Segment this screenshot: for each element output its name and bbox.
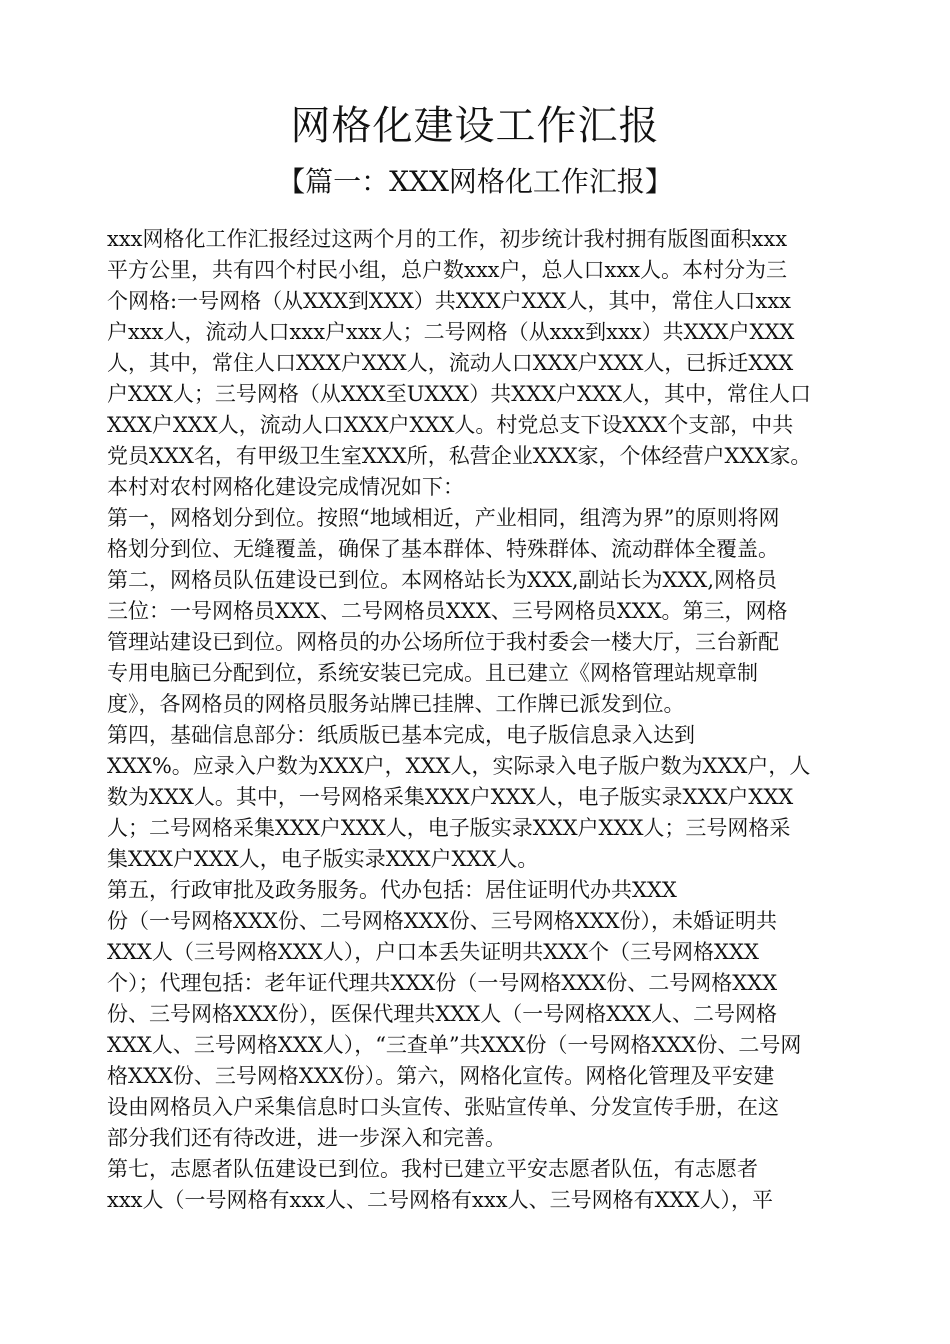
- body-line: 专用电脑已分配到位，系统安装已完成。且已建立《网格管理站规章制: [107, 661, 758, 685]
- document-subtitle: 【篇一：XXX网格化工作汇报】: [277, 165, 673, 198]
- body-line: XXX人、三号网格XXX人），“三查单”共XXX份（一号网格XXX份、二号网: [107, 1033, 802, 1057]
- body-line: 第一，网格划分到位。按照“地域相近，产业相同，组湾为界”的原则将网: [107, 506, 780, 530]
- body-line: 第五，行政审批及政务服务。代办包括：居住证明代办共XXX: [107, 878, 677, 902]
- body-line: 户xxx人，流动人口xxx户xxx人；二号网格（从xxx到xxx）共XXX户XXX: [107, 320, 795, 344]
- body-line: 份（一号网格XXX份、二号网格XXX份、三号网格XXX份），未婚证明共: [107, 909, 778, 933]
- body-line: 人，其中，常住人口XXX户XXX人，流动人口XXX户XXX人，已拆迁XXX: [107, 351, 794, 375]
- body-line: 数为XXX人。其中，一号网格采集XXX户XXX人，电子版实录XXX户XXX: [107, 785, 794, 809]
- body-line: 格XXX份、三号网格XXX份）。第六，网格化宣传。网格化管理及平安建: [107, 1064, 775, 1088]
- body-line: 人；二号网格采集XXX户XXX人，电子版实录XXX户XXX人；三号网格采: [107, 816, 791, 840]
- body-line: xxx人（一号网格有xxx人、二号网格有xxx人、三号网格有XXX人），平: [107, 1188, 773, 1212]
- body-line: 个网格:一号网格（从XXX到XXX）共XXX户XXX人，其中，常住人口xxx: [107, 289, 792, 313]
- body-line: 部分我们还有待改进，进一步深入和完善。: [107, 1126, 506, 1150]
- body-line: 格划分到位、无缝覆盖，确保了基本群体、特殊群体、流动群体全覆盖。: [107, 537, 779, 561]
- body-line: 户XXX人；三号网格（从XXX至UXXX）共XXX户XXX人，其中，常住人口: [107, 382, 811, 406]
- body-line: XXX人（三号网格XXX人），户口本丢失证明共XXX个（三号网格XXX: [107, 940, 759, 964]
- document-title: 网格化建设工作汇报: [290, 103, 660, 149]
- body-line: 度》，各网格员的网格员服务站牌已挂牌、工作牌已派发到位。: [107, 692, 685, 716]
- body-line: 份、三号网格XXX份），医保代理共XXX人（一号网格XXX人、二号网格: [107, 1002, 778, 1026]
- body-line: 第七，志愿者队伍建设已到位。我村已建立平安志愿者队伍，有志愿者: [107, 1157, 758, 1181]
- document-body: [107, 224, 853, 1216]
- body-line: 第二，网格员队伍建设已到位。本网格站长为XXX,副站长为XXX,网格员: [107, 568, 778, 592]
- body-line: 平方公里，共有四个村民小组，总户数xxx户，总人口xxx人。本村分为三: [107, 258, 788, 282]
- body-line: 管理站建设已到位。网格员的办公场所位于我村委会一楼大厅，三台新配: [107, 630, 779, 654]
- body-line: 本村对农村网格化建设完成情况如下：: [107, 475, 464, 499]
- body-line: 党员XXX名，有甲级卫生室XXX所，私营企业XXX家，个体经营户XXX家。: [107, 444, 812, 468]
- body-line: 个）；代理包括：老年证代理共XXX份（一号网格XXX份、二号网格XXX: [107, 971, 778, 995]
- body-line: XXX户XXX人，流动人口XXX户XXX人。村党总支下设XXX个支部，中共: [107, 413, 794, 437]
- body-line: 集XXX户XXX人，电子版实录XXX户XXX人。: [107, 847, 539, 871]
- body-line: xxx网格化工作汇报经过这两个月的工作，初步统计我村拥有版图面积xxx: [107, 227, 788, 251]
- body-line: 三位：一号网格员XXX、二号网格员XXX、三号网格员XXX。第三，网格: [107, 599, 788, 623]
- body-line: XXX%。应录入户数为XXX户，XXX人，实际录入电子版户数为XXX户，人: [107, 754, 811, 778]
- body-line: 第四，基础信息部分：纸质版已基本完成，电子版信息录入达到: [107, 723, 695, 747]
- body-line: 设由网格员入户采集信息时口头宣传、张贴宣传单、分发宣传手册，在这: [107, 1095, 779, 1119]
